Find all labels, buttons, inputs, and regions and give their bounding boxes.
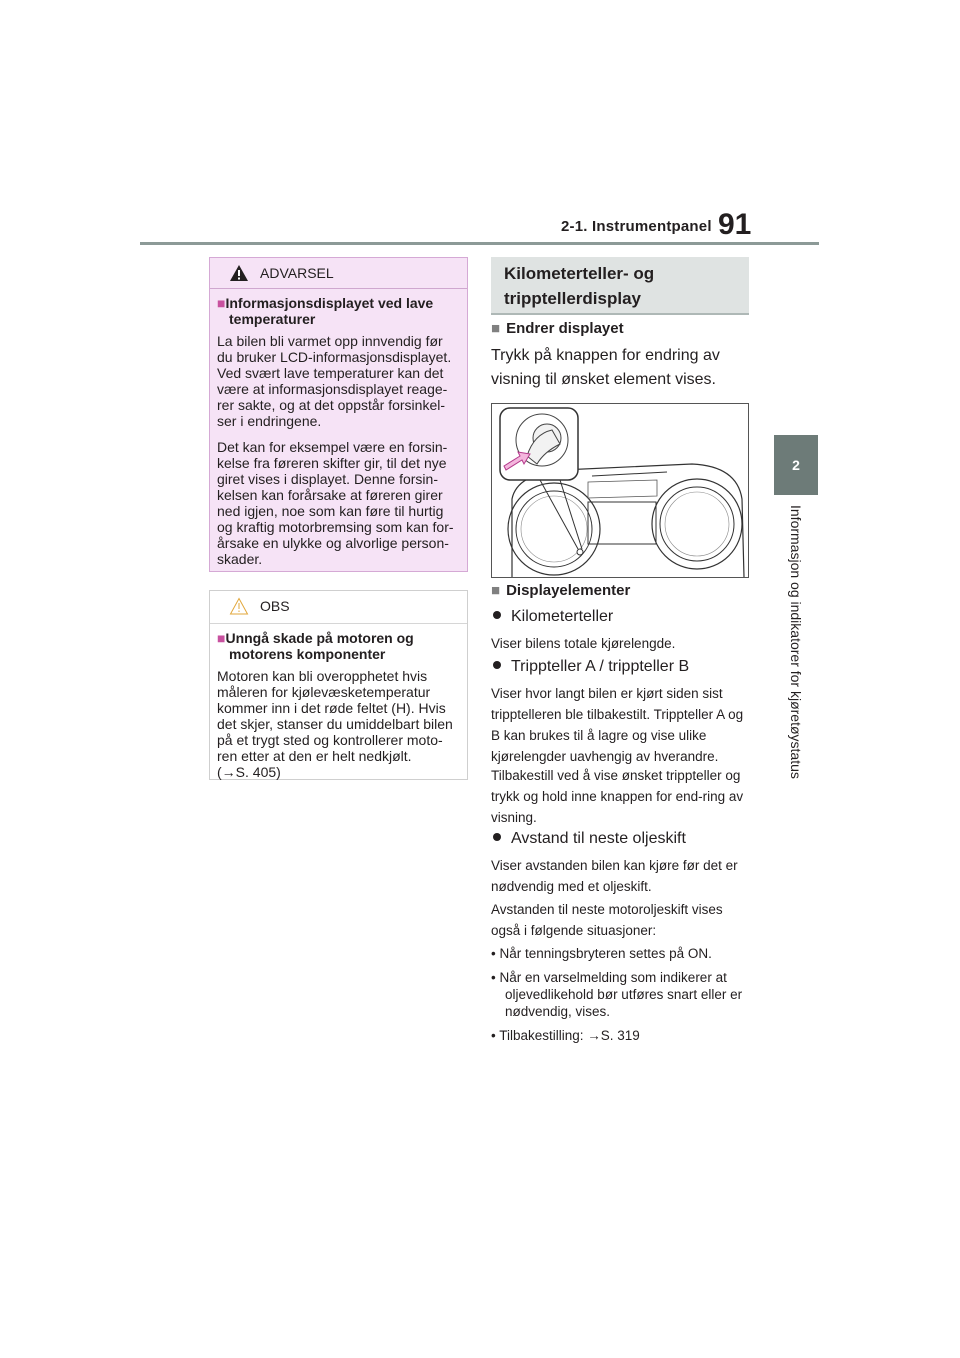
square-marker-icon: ■ — [217, 295, 226, 311]
warning-paragraph: Det kan for eksempel være en forsin-kelse fra føreren skifter gir, til det nye giret vises i displayet. Denne forsin-kelsen kan forårsake at føreren girer ned igjen, noe som kan føre til hurtig og kraftig motorbremsing som kan for-årsake en ulykke og alvorlige person-skader. — [217, 439, 454, 567]
warning-box — [209, 257, 468, 572]
page-number: 91 — [718, 208, 752, 241]
instrument-cluster-drawing — [492, 404, 748, 577]
warning-subheading: ■Informasjonsdisplayet ved lave temperaturer — [217, 295, 434, 327]
running-header-section: 2-1. Instrumentpanel — [561, 218, 712, 235]
display-item-text: Viser hvor langt bilen er kjørt siden sist tripptelleren ble tilbakestilt. Trippteller A og B kan brukes til å lagre og vise ulike kjørelengder uavhengig av hverandre. — [491, 686, 744, 764]
display-item-title: Trippteller A / trippteller B — [491, 658, 751, 676]
section-heading — [491, 257, 749, 315]
square-marker-icon: ■ — [217, 630, 226, 646]
instrument-cluster-illustration — [491, 403, 749, 578]
bullet-dot-icon — [493, 611, 501, 619]
display-items-heading: ■ Displayelementer — [491, 582, 631, 599]
warning-triangle-icon — [229, 264, 249, 282]
warning-paragraph: La bilen bli varmet opp innvendig før du bruker LCD-informasjonsdisplayet. Ved svært lave temperaturer kan det være at informasjonsdisplayet reage-rer sakte, og at det oppstår forsinkel-ser i endringene. — [217, 333, 452, 429]
display-item-title: Kilometerteller — [491, 608, 751, 626]
caution-subheading: ■Unngå skade på motoren og motorens komponenter — [217, 630, 414, 662]
list-item: • Når en varselmelding som indikerer at oljevedlikehold bør utføres snart eller er nødvendig, vises. — [491, 970, 743, 1019]
chapter-side-title — [776, 505, 816, 835]
caution-box — [209, 590, 468, 780]
bullet-dot-icon — [493, 661, 501, 669]
change-display-text: Trykk på knappen for endring av visning til ønsket element vises. — [491, 347, 720, 388]
list-item: • Tilbakestilling: →S. 319 — [491, 1028, 640, 1043]
header-rule — [140, 242, 819, 245]
section-heading-text: Kilometerteller- og tripptellerdisplay — [504, 264, 655, 308]
warning-box-header — [210, 258, 467, 289]
display-item-text: Viser bilens totale kjørelengde. — [491, 636, 676, 651]
display-item-text: Tilbakestill ved å vise ønsket trippteller og trykk og hold inne knappen for end-ring av visning. — [491, 768, 744, 825]
caution-title: OBS — [260, 598, 290, 614]
chapter-tab — [774, 435, 818, 495]
list-item: • Når tenningsbryteren settes på ON. — [491, 946, 712, 961]
square-marker-icon: ■ — [491, 320, 501, 337]
display-item-title: Avstand til neste oljeskift — [491, 830, 751, 848]
caution-triangle-icon — [229, 597, 249, 615]
display-item-text: Viser avstanden bilen kan kjøre før det er nødvendig med et oljeskift. — [491, 858, 738, 894]
square-marker-icon: ■ — [491, 582, 501, 599]
chapter-title: Informasjon og indikatorer for kjøretøystatus — [788, 505, 804, 779]
caution-paragraph: Motoren kan bli overopphetet hvis måleren for kjølevæsketemperatur kommer inn i det røde feltet (H). Hvis det skjer, stanser du umiddelbart bilen på et trygt sted og kontrollerer moto-ren etter at den er helt nedkjølt. — [217, 668, 453, 764]
chapter-number: 2 — [792, 457, 800, 473]
caution-reference: (→S. 405) — [217, 764, 281, 780]
warning-title: ADVARSEL — [260, 265, 334, 281]
caution-box-header — [210, 591, 467, 624]
change-display-heading: ■ Endrer displayet — [491, 320, 624, 337]
display-item-text: Avstanden til neste motoroljeskift vises også i følgende situasjoner: — [491, 902, 723, 938]
bullet-dot-icon — [493, 833, 501, 841]
